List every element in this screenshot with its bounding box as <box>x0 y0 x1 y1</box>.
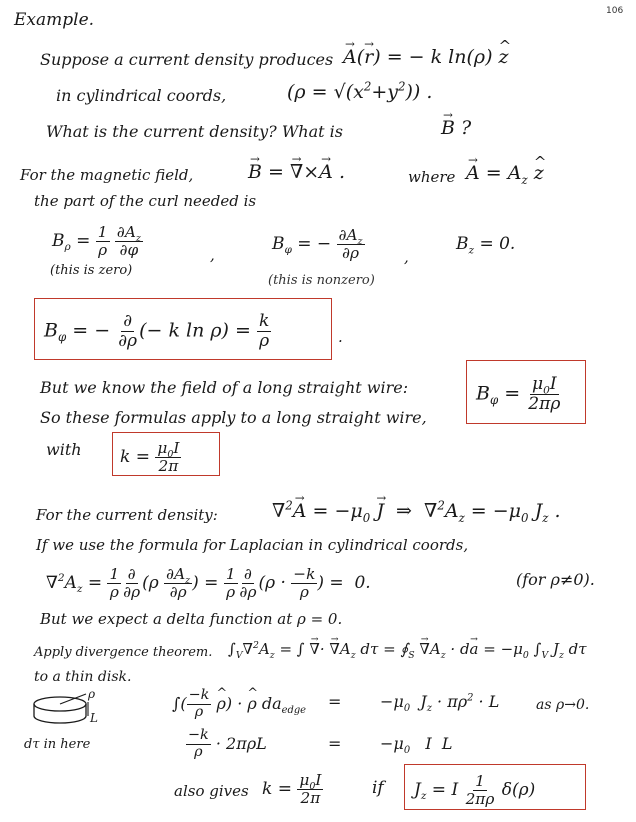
thin-disk-label: to a thin disk. <box>34 669 132 685</box>
curl-eq: → B = → ∇×→ A . <box>248 163 345 182</box>
k-result: k = $\frac{\mu_0I}{2\pi}$ <box>120 439 180 475</box>
delta-line: But we expect a delta function at ρ = 0. <box>40 610 343 628</box>
b-rho-eq: $B_\rho$ = $\frac{1}{\rho}$ $\frac{\partial A_z}{\partial\varphi}$ <box>52 223 141 259</box>
wire-line-3: with <box>46 440 82 459</box>
wire-field-eq: $B_\varphi$ = $\frac{\mu_0I}{2\pi\rho}$ <box>476 374 561 414</box>
comma-2: , <box>404 248 409 266</box>
comma-1: , <box>210 246 215 264</box>
density-intro: For the current density: <box>36 506 218 524</box>
example-heading: Example. <box>14 10 95 30</box>
if-label: if <box>372 778 384 798</box>
note-nonzero: (this is nonzero) <box>268 273 375 288</box>
dtau-inside-label: dτ in here <box>24 737 91 752</box>
rho-definition: $(\rho = √(x^2+y^2))$ . <box>287 79 433 103</box>
rho-nonzero-note: (for ρ≠0). <box>516 570 595 589</box>
flux-result-lhs: $\frac{-k}{\rho}$ · 2πρL <box>188 727 267 760</box>
laplacian-eq: $\nabla^2A_z$ = $\frac{1}{\rho}$ ∂ ∂ρ (ρ $\frac{\partial A_z}{\partial\rho}$ ) = $\frac{1}{\rho}$ ∂ ∂ρ (ρ · $\frac{-k}{\rho}$ ) = 0. <box>46 565 371 601</box>
laplacian-intro: If we use the formula for Laplacian in cylindrical coords, <box>36 536 469 554</box>
flux-eq-rhs: $-\mu_0$ $J_z \cdot \pi\rho^2 \cdot L$ <box>380 692 500 715</box>
divergence-label: Apply divergence theorem. <box>34 645 213 660</box>
flux-result-rhs: $-\mu_0$ I L <box>380 734 453 757</box>
b-phi-eq: $B_\varphi$ = − $\frac{\partial A_z}{\partial\rho}$ <box>272 226 363 262</box>
flux-eq-lhs: ∫( $\frac{-k}{\rho}$ ^ ρ) · ^ ρ $da_{edge}$ <box>172 688 306 721</box>
problem-line-2: in cylindrical coords, <box>56 86 227 105</box>
curl-part-label: the part of the curl needed is <box>34 192 257 210</box>
b-question: → B ? <box>441 119 471 138</box>
k-derived: k = $\frac{\mu_0I}{2\pi}$ <box>262 771 322 807</box>
poisson-eq: $\nabla^2\to A = -\mu_0 \to J$ ⇒ $\nabla^2A_z = -\mu_0$ $J_z$ . <box>272 502 561 521</box>
wire-line-1: But we know the field of a long straight wire: <box>40 378 409 397</box>
wire-line-2: So these formulas apply to a long straight wire, <box>40 408 427 427</box>
note-zero: (this is zero) <box>50 263 133 278</box>
field-intro: For the magnetic field, <box>20 166 194 184</box>
b-z-eq: $B_z = 0$. <box>456 234 516 257</box>
page-number: 106 <box>606 6 624 16</box>
limit-note: as ρ→0. <box>536 697 590 713</box>
a-decomposition: → $A = A_z$ ^ z <box>466 164 544 183</box>
vector-potential-eq: → A(→ r) = − k ln(ρ) ^ z <box>343 48 509 67</box>
disk-l-label: L <box>90 711 98 725</box>
problem-line-3: What is the current density? What is <box>46 122 343 141</box>
jz-result: $J_z = I$ $\frac{1}{2\pi\rho}$ δ(ρ) <box>414 772 536 808</box>
disk-rho-label: ρ <box>88 687 96 701</box>
b-phi-result: $B_\varphi$ = − ∂ ∂ρ (− k ln ρ) = $\frac{k}{\rho}$ <box>44 311 270 351</box>
problem-line-1: Suppose a current density produces <box>40 50 334 69</box>
divergence-eq: $\int_V\nabla^2A_z$ = ∫ → ∇· → $\nabla A_z$ $d\tau = ∮_S \to \nabla A_z \cdot d\to a = -\mu_0$ $\int_V$ $J_z$ dτ <box>228 642 587 657</box>
eq-sign-2: = <box>328 734 342 753</box>
eq-sign-1: = <box>328 692 342 711</box>
also-gives-label: also gives <box>174 782 249 800</box>
period-1: . <box>338 328 343 346</box>
where-label: where <box>408 168 456 186</box>
